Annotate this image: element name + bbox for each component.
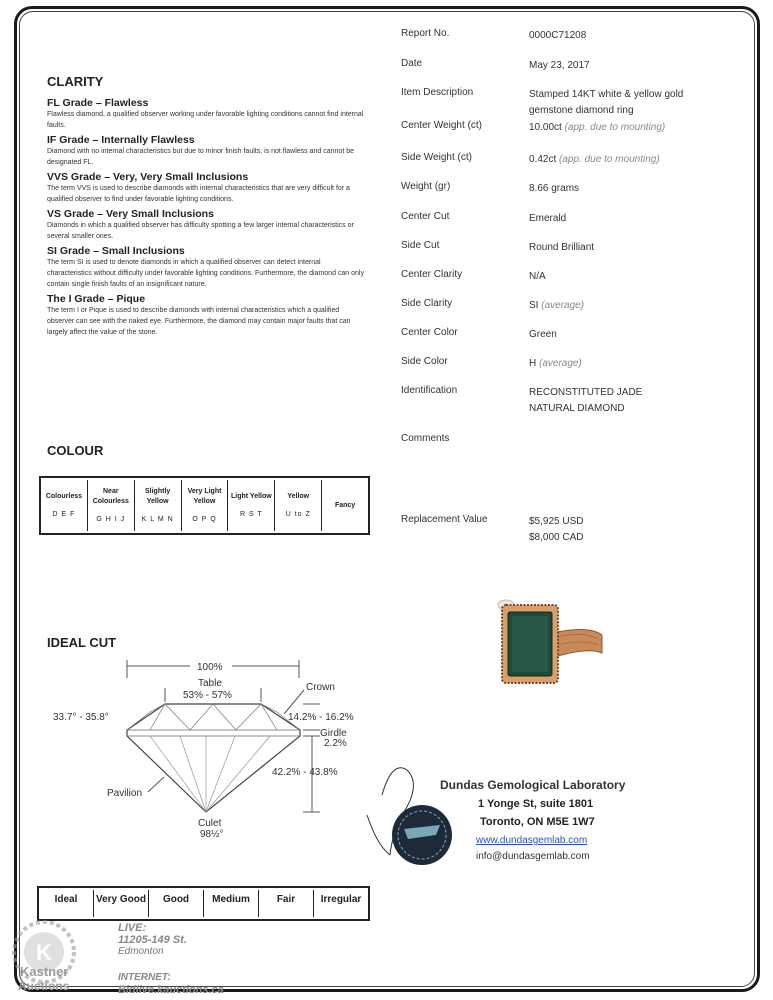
grade-description: The term VVS is used to describe diamonds with internal characteristics that are very difficult for a qualified observer to find under favorable lighting conditions. — [47, 185, 350, 203]
pavilion-depth: 42.2% - 43.8% — [272, 767, 338, 778]
colour-label: Light Yellow — [231, 492, 272, 500]
row-label: Comments — [401, 433, 450, 444]
watermark-city: Edmonton — [118, 946, 164, 957]
row-value: $5,925 USD — [529, 516, 584, 527]
row-note: (average) — [539, 358, 582, 369]
colour-heading: COLOUR — [47, 443, 104, 458]
colour-cell — [275, 480, 322, 531]
width-pct: 100% — [197, 662, 223, 673]
ideal-cut-heading: IDEAL CUT — [47, 635, 117, 650]
row-label: Report No. — [401, 28, 450, 39]
colour-cell — [88, 480, 135, 531]
grade-title: VS Grade – Very Small Inclusions — [47, 208, 214, 220]
row-label: Center Color — [401, 327, 458, 338]
table-range: 53% - 57% — [183, 690, 232, 701]
lab-email: info@dundasgemlab.com — [476, 851, 590, 862]
colour-codes: O P Q — [192, 515, 217, 523]
table-label: Table — [198, 678, 222, 689]
grade-title: FL Grade – Flawless — [47, 97, 149, 109]
row-value: Green — [529, 329, 557, 340]
row-value-2: NATURAL DIAMOND — [529, 403, 625, 414]
grade-title: SI Grade – Small Inclusions — [47, 245, 185, 257]
colour-codes: R S T — [239, 510, 263, 518]
row-value: 8.66 grams — [529, 183, 580, 194]
row-label: Center Weight (ct) — [401, 120, 482, 131]
cut-grade-cell: Good — [149, 890, 204, 917]
row-value: H — [529, 358, 537, 369]
row-value: Emerald — [529, 213, 567, 224]
row-value: Stamped 14KT white & yellow gold gemstone diamond ring — [529, 89, 684, 116]
colour-codes: G H I J — [96, 515, 126, 523]
watermark-brand-bottom: Auctions — [18, 979, 70, 993]
grade-vs — [47, 208, 365, 242]
grade-title: The I Grade – Pique — [47, 293, 146, 305]
colour-cell — [322, 480, 368, 531]
cut-grade-cell: Medium — [204, 890, 259, 917]
colour-label: Colourless — [45, 492, 83, 500]
colour-cell — [228, 480, 275, 531]
lab-address-2: Toronto, ON M5E 1W7 — [480, 816, 595, 828]
crown-angle: 33.7° - 35.8° — [53, 712, 109, 723]
row-note: (app. due to mounting) — [564, 122, 666, 133]
colour-label: Yellow — [287, 492, 310, 500]
row-value: N/A — [529, 271, 546, 282]
crown-label: Crown — [306, 682, 335, 693]
row-note: (average) — [541, 300, 585, 311]
lab-website-link[interactable]: www.dundasgemlab.com — [476, 835, 588, 846]
watermark-url: Bidlive.kauctions.ca — [118, 984, 224, 996]
cut-grade-cell: Irregular — [320, 894, 362, 905]
row-value: RECONSTITUTED JADE — [529, 387, 643, 398]
colour-cell — [182, 480, 229, 531]
clarity-heading: CLARITY — [47, 74, 104, 89]
row-label: Replacement Value — [401, 514, 488, 525]
row-value: May 23, 2017 — [529, 60, 590, 71]
crown-height: 14.2% - 16.2% — [288, 712, 354, 723]
ring-photo — [494, 595, 604, 695]
svg-text:K: K — [36, 940, 52, 965]
grade-if — [47, 134, 365, 168]
grade-i — [47, 293, 365, 338]
row-value: 0.42ct — [529, 154, 557, 165]
cut-grade-cell: Ideal — [39, 890, 94, 917]
watermark-live-label: LIVE: — [118, 922, 147, 934]
girdle-pct: 2.2% — [324, 738, 347, 749]
row-label: Identification — [401, 385, 458, 396]
grade-vvs — [47, 171, 365, 205]
row-label: Side Weight (ct) — [401, 152, 472, 163]
row-label: Date — [401, 58, 423, 69]
grade-description: Flawless diamond, a qualified observer working under favorable lighting conditions cannot find internal faults. — [47, 111, 364, 129]
row-note: (app. due to mounting) — [559, 154, 660, 165]
culet-angle: 98½° — [200, 829, 224, 840]
colour-label: Near Colourless — [92, 487, 129, 505]
row-label: Side Color — [401, 356, 448, 367]
colour-label: Slightly Yellow — [145, 487, 171, 505]
colour-label: Very Light Yellow — [187, 487, 222, 505]
row-label: Center Cut — [401, 211, 450, 222]
watermark-internet-label: INTERNET: — [118, 972, 171, 983]
colour-label: Fancy — [334, 501, 356, 509]
colour-codes: K L M N — [141, 515, 174, 523]
grade-description: Diamond with no internal characteristics but due to minor finish faults, is not flawless and cannot be designated FL. — [47, 148, 354, 166]
grade-fl — [47, 97, 365, 131]
row-value-2: $8,000 CAD — [529, 532, 584, 543]
lab-name: Dundas Gemological Laboratory — [440, 778, 626, 792]
grade-description: Diamonds in which a qualified observer has difficulty spotting a few larger internal characteristics or several smaller ones. — [47, 222, 354, 240]
cut-grade-cell: Fair — [259, 890, 314, 917]
row-value: Round Brilliant — [529, 242, 595, 253]
culet-label: Culet — [198, 818, 222, 829]
row-label: Weight (gr) — [401, 181, 451, 192]
grade-title: VVS Grade – Very, Very Small Inclusions — [47, 171, 249, 183]
grade-title: IF Grade – Internally Flawless — [47, 134, 195, 146]
watermark-brand-top: Kastner — [20, 964, 69, 979]
girdle-label: Girdle — [320, 728, 347, 739]
grade-si — [47, 245, 365, 290]
watermark-address: 11205-149 St. — [118, 934, 187, 946]
row-label: Item Description — [401, 87, 474, 98]
diamond-proportions-diagram — [40, 652, 380, 842]
grade-description: The term I or Pique is used to describe diamonds with internal characteristics which a qualified observer can see with the naked eye. Furthermore, the diamond may contain major faults that can largely affect the value of the stone. — [47, 307, 351, 336]
grade-description: The term SI is used to denote diamonds in which a qualified observer can detect internal characteristics without difficulty under favorable lighting conditions. Furthermore, the diamond can only contain single finish faults of an insignificant nature. — [47, 259, 364, 288]
colour-cell — [41, 480, 88, 531]
colour-codes: D E F — [52, 510, 76, 518]
clarity-grades — [47, 94, 365, 338]
row-label: Side Clarity — [401, 298, 453, 309]
lab-contact — [440, 778, 625, 828]
lab-address-1: 1 Yonge St, suite 1801 — [478, 798, 594, 810]
cut-grade-cell: Very Good — [94, 890, 149, 917]
row-label: Center Clarity — [401, 269, 463, 280]
row-value: SI — [529, 300, 539, 311]
colour-scale-table — [39, 476, 370, 535]
row-value: 0000C71208 — [529, 30, 587, 41]
pavilion-label: Pavilion — [107, 788, 143, 799]
colour-codes: U to Z — [285, 510, 311, 518]
row-value: 10.00ct — [529, 122, 562, 133]
colour-cell — [135, 480, 182, 531]
row-label: Side Cut — [401, 240, 440, 251]
